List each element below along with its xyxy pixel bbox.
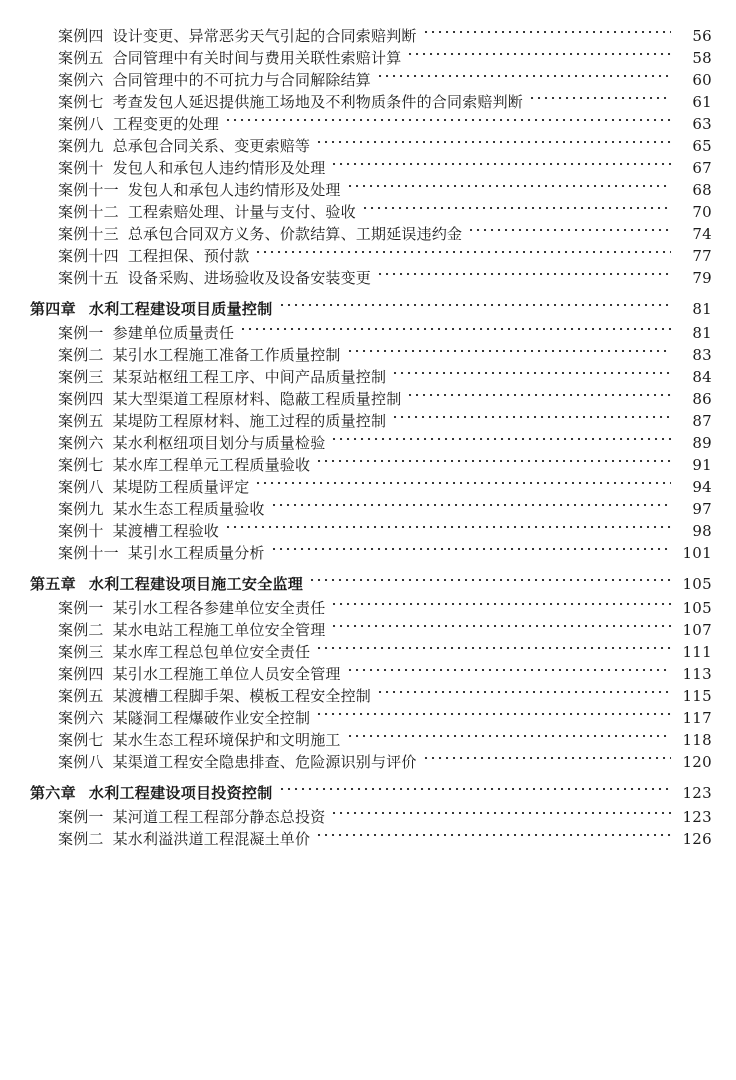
entry-title: 工程索赔处理、计量与支付、验收 (127, 203, 356, 221)
entry-label: 案例五 (58, 687, 104, 705)
toc-case-row[interactable] (0, 318, 736, 340)
dot-leader (531, 87, 671, 107)
entry-page-number: 86 (692, 390, 712, 408)
dot-leader (318, 450, 671, 470)
toc-case-row[interactable] (0, 703, 736, 725)
entry-label: 第四章 (30, 300, 76, 318)
entry-page-number: 107 (682, 621, 712, 639)
entry-title: 某水生态工程质量验收 (112, 500, 265, 518)
toc-chapter-row[interactable] (0, 294, 736, 318)
entry-page-number: 58 (692, 49, 712, 67)
toc-chapter-row[interactable] (0, 778, 736, 802)
entry-title: 合同管理中有关时间与费用关联性索赔计算 (112, 49, 402, 67)
entry-page-number: 118 (682, 731, 712, 749)
dot-leader (257, 241, 671, 261)
entry-label: 案例十三 (58, 225, 119, 243)
dot-leader (379, 65, 671, 85)
toc-case-row[interactable] (0, 131, 736, 153)
entry-title: 某隧洞工程爆破作业安全控制 (112, 709, 311, 727)
toc-case-row[interactable] (0, 615, 736, 637)
entry-label: 案例十二 (58, 203, 119, 221)
entry-label: 案例三 (58, 643, 104, 661)
entry-page-number: 117 (682, 709, 712, 727)
entry-label: 案例十一 (58, 181, 119, 199)
entry-title: 合同管理中的不可抗力与合同解除结算 (112, 71, 372, 89)
dot-leader (394, 362, 671, 382)
toc-case-row[interactable] (0, 659, 736, 681)
dot-leader (349, 175, 671, 195)
entry-title: 参建单位质量责任 (112, 324, 235, 342)
toc-case-row[interactable] (0, 153, 736, 175)
entry-title: 某引水工程质量分析 (127, 544, 265, 562)
entry-title: 某水生态工程环境保护和文明施工 (112, 731, 341, 749)
dot-leader (349, 725, 671, 745)
entry-page-number: 70 (692, 203, 712, 221)
entry-page-number: 126 (682, 830, 712, 848)
dot-leader (273, 538, 671, 558)
entry-page-number: 98 (692, 522, 712, 540)
entry-page-number: 115 (682, 687, 712, 705)
toc-case-row[interactable] (0, 43, 736, 65)
entry-page-number: 94 (692, 478, 712, 496)
entry-label: 案例二 (58, 621, 104, 639)
entry-title: 水利工程建设项目施工安全监理 (88, 575, 304, 593)
toc-case-row[interactable] (0, 109, 736, 131)
toc-case-row[interactable] (0, 802, 736, 824)
toc-case-row[interactable] (0, 362, 736, 384)
entry-page-number: 87 (692, 412, 712, 430)
entry-label: 案例七 (58, 456, 104, 474)
dot-leader (349, 340, 671, 360)
dot-leader (318, 703, 671, 723)
entry-page-number: 113 (682, 665, 712, 683)
dot-leader (394, 406, 671, 426)
entry-page-number: 101 (682, 544, 712, 562)
entry-label: 案例七 (58, 93, 104, 111)
entry-title: 某水库工程总包单位安全责任 (112, 643, 311, 661)
entry-label: 案例一 (58, 599, 104, 617)
entry-page-number: 111 (682, 643, 712, 661)
entry-title: 总承包合同关系、变更索赔等 (112, 137, 311, 155)
entry-title: 某渡槽工程脚手架、模板工程安全控制 (112, 687, 372, 705)
dot-leader (409, 384, 671, 404)
entry-label: 案例二 (58, 830, 104, 848)
entry-title: 某泵站枢纽工程工序、中间产品质量控制 (112, 368, 387, 386)
entry-title: 某水库工程单元工程质量验收 (112, 456, 311, 474)
dot-leader (318, 131, 671, 151)
entry-label: 案例十 (58, 159, 104, 177)
entry-title: 设备采购、进场验收及设备安装变更 (127, 269, 372, 287)
dot-leader (333, 615, 671, 635)
dot-leader (281, 294, 671, 314)
entry-label: 案例十 (58, 522, 104, 540)
entry-page-number: 105 (682, 575, 712, 593)
toc-case-row[interactable] (0, 824, 736, 846)
entry-title: 某水利枢纽项目划分与质量检验 (112, 434, 326, 452)
toc-case-row[interactable] (0, 384, 736, 406)
entry-page-number: 60 (692, 71, 712, 89)
toc-case-row[interactable] (0, 263, 736, 285)
toc-chapter-row[interactable] (0, 569, 736, 593)
toc-case-row[interactable] (0, 241, 736, 263)
dot-leader (470, 219, 671, 239)
dot-leader (379, 681, 671, 701)
entry-title: 某引水工程各参建单位安全责任 (112, 599, 326, 617)
entry-title: 工程变更的处理 (112, 115, 220, 133)
entry-label: 案例六 (58, 71, 104, 89)
dot-leader (349, 659, 671, 679)
entry-label: 案例六 (58, 434, 104, 452)
toc-case-row[interactable] (0, 87, 736, 109)
entry-title: 某引水工程施工准备工作质量控制 (112, 346, 341, 364)
toc-case-row[interactable] (0, 65, 736, 87)
toc-case-row[interactable] (0, 197, 736, 219)
entry-title: 某堤防工程原材料、施工过程的质量控制 (112, 412, 387, 430)
entry-label: 第五章 (30, 575, 76, 593)
entry-page-number: 120 (682, 753, 712, 771)
entry-label: 案例六 (58, 709, 104, 727)
entry-title: 某渡槽工程验收 (112, 522, 220, 540)
entry-page-number: 83 (692, 346, 712, 364)
dot-leader (273, 494, 671, 514)
entry-title: 某引水工程施工单位人员安全管理 (112, 665, 341, 683)
toc-case-row[interactable] (0, 219, 736, 241)
entry-label: 案例五 (58, 412, 104, 430)
toc-case-row[interactable] (0, 681, 736, 703)
dot-leader (364, 197, 671, 217)
entry-label: 第六章 (30, 784, 76, 802)
entry-label: 案例一 (58, 808, 104, 826)
entry-title: 某堤防工程质量评定 (112, 478, 250, 496)
entry-title: 某大型渠道工程原材料、隐蔽工程质量控制 (112, 390, 402, 408)
entry-page-number: 74 (692, 225, 712, 243)
toc-case-row[interactable] (0, 340, 736, 362)
dot-leader (425, 21, 671, 41)
entry-title: 发包人和承包人违约情形及处理 (127, 181, 341, 199)
dot-leader (333, 593, 671, 613)
toc-case-row[interactable] (0, 747, 736, 769)
toc-case-row[interactable] (0, 516, 736, 538)
entry-label: 案例十四 (58, 247, 119, 265)
entry-title: 水利工程建设项目投资控制 (88, 784, 273, 802)
dot-leader (318, 824, 671, 844)
dot-leader (425, 747, 671, 767)
entry-page-number: 56 (692, 27, 712, 45)
toc-case-row[interactable] (0, 428, 736, 450)
dot-leader (379, 263, 671, 283)
entry-page-number: 91 (692, 456, 712, 474)
entry-title: 某渠道工程安全隐患排查、危险源识别与评价 (112, 753, 417, 771)
entry-label: 案例八 (58, 753, 104, 771)
entry-label: 案例十五 (58, 269, 119, 287)
dot-leader (281, 778, 671, 798)
toc-case-row[interactable] (0, 406, 736, 428)
entry-page-number: 123 (682, 784, 712, 802)
entry-title: 某水利溢洪道工程混凝土单价 (112, 830, 311, 848)
entry-label: 案例二 (58, 346, 104, 364)
dot-leader (242, 318, 671, 338)
entry-title: 发包人和承包人违约情形及处理 (112, 159, 326, 177)
entry-page-number: 61 (692, 93, 712, 111)
entry-label: 案例八 (58, 478, 104, 496)
entry-page-number: 89 (692, 434, 712, 452)
dot-leader (333, 153, 671, 173)
entry-page-number: 77 (692, 247, 712, 265)
entry-title: 某水电站工程施工单位安全管理 (112, 621, 326, 639)
entry-label: 案例九 (58, 137, 104, 155)
entry-page-number: 81 (692, 324, 712, 342)
entry-page-number: 84 (692, 368, 712, 386)
toc-case-row[interactable] (0, 637, 736, 659)
dot-leader (318, 637, 671, 657)
dot-leader (409, 43, 671, 63)
toc-case-row[interactable] (0, 472, 736, 494)
entry-label: 案例三 (58, 368, 104, 386)
entry-title: 工程担保、预付款 (127, 247, 250, 265)
dot-leader (311, 569, 671, 589)
entry-label: 案例四 (58, 27, 104, 45)
dot-leader (257, 472, 671, 492)
entry-label: 案例九 (58, 500, 104, 518)
entry-page-number: 123 (682, 808, 712, 826)
entry-title: 设计变更、异常恶劣天气引起的合同索赔判断 (112, 27, 417, 45)
entry-page-number: 67 (692, 159, 712, 177)
toc-case-row[interactable] (0, 21, 736, 43)
toc-case-row[interactable] (0, 175, 736, 197)
dot-leader (333, 428, 671, 448)
entry-page-number: 105 (682, 599, 712, 617)
toc-case-row[interactable] (0, 725, 736, 747)
entry-title: 水利工程建设项目质量控制 (88, 300, 273, 318)
entry-label: 案例四 (58, 665, 104, 683)
entry-label: 案例七 (58, 731, 104, 749)
toc-case-row[interactable] (0, 450, 736, 472)
entry-title: 考查发包人延迟提供施工场地及不利物质条件的合同索赔判断 (112, 93, 524, 111)
entry-label: 案例五 (58, 49, 104, 67)
entry-page-number: 97 (692, 500, 712, 518)
toc-case-row[interactable] (0, 593, 736, 615)
entry-page-number: 65 (692, 137, 712, 155)
dot-leader (333, 802, 671, 822)
toc-case-row[interactable] (0, 494, 736, 516)
entry-page-number: 79 (692, 269, 712, 287)
entry-page-number: 81 (692, 300, 712, 318)
dot-leader (227, 516, 671, 536)
entry-title: 某河道工程工程部分静态总投资 (112, 808, 326, 826)
entry-label: 案例八 (58, 115, 104, 133)
entry-page-number: 63 (692, 115, 712, 133)
entry-label: 案例四 (58, 390, 104, 408)
dot-leader (227, 109, 671, 129)
entry-title: 总承包合同双方义务、价款结算、工期延误违约金 (127, 225, 463, 243)
entry-label: 案例十一 (58, 544, 119, 562)
entry-page-number: 68 (692, 181, 712, 199)
entry-label: 案例一 (58, 324, 104, 342)
toc-case-row[interactable] (0, 538, 736, 560)
